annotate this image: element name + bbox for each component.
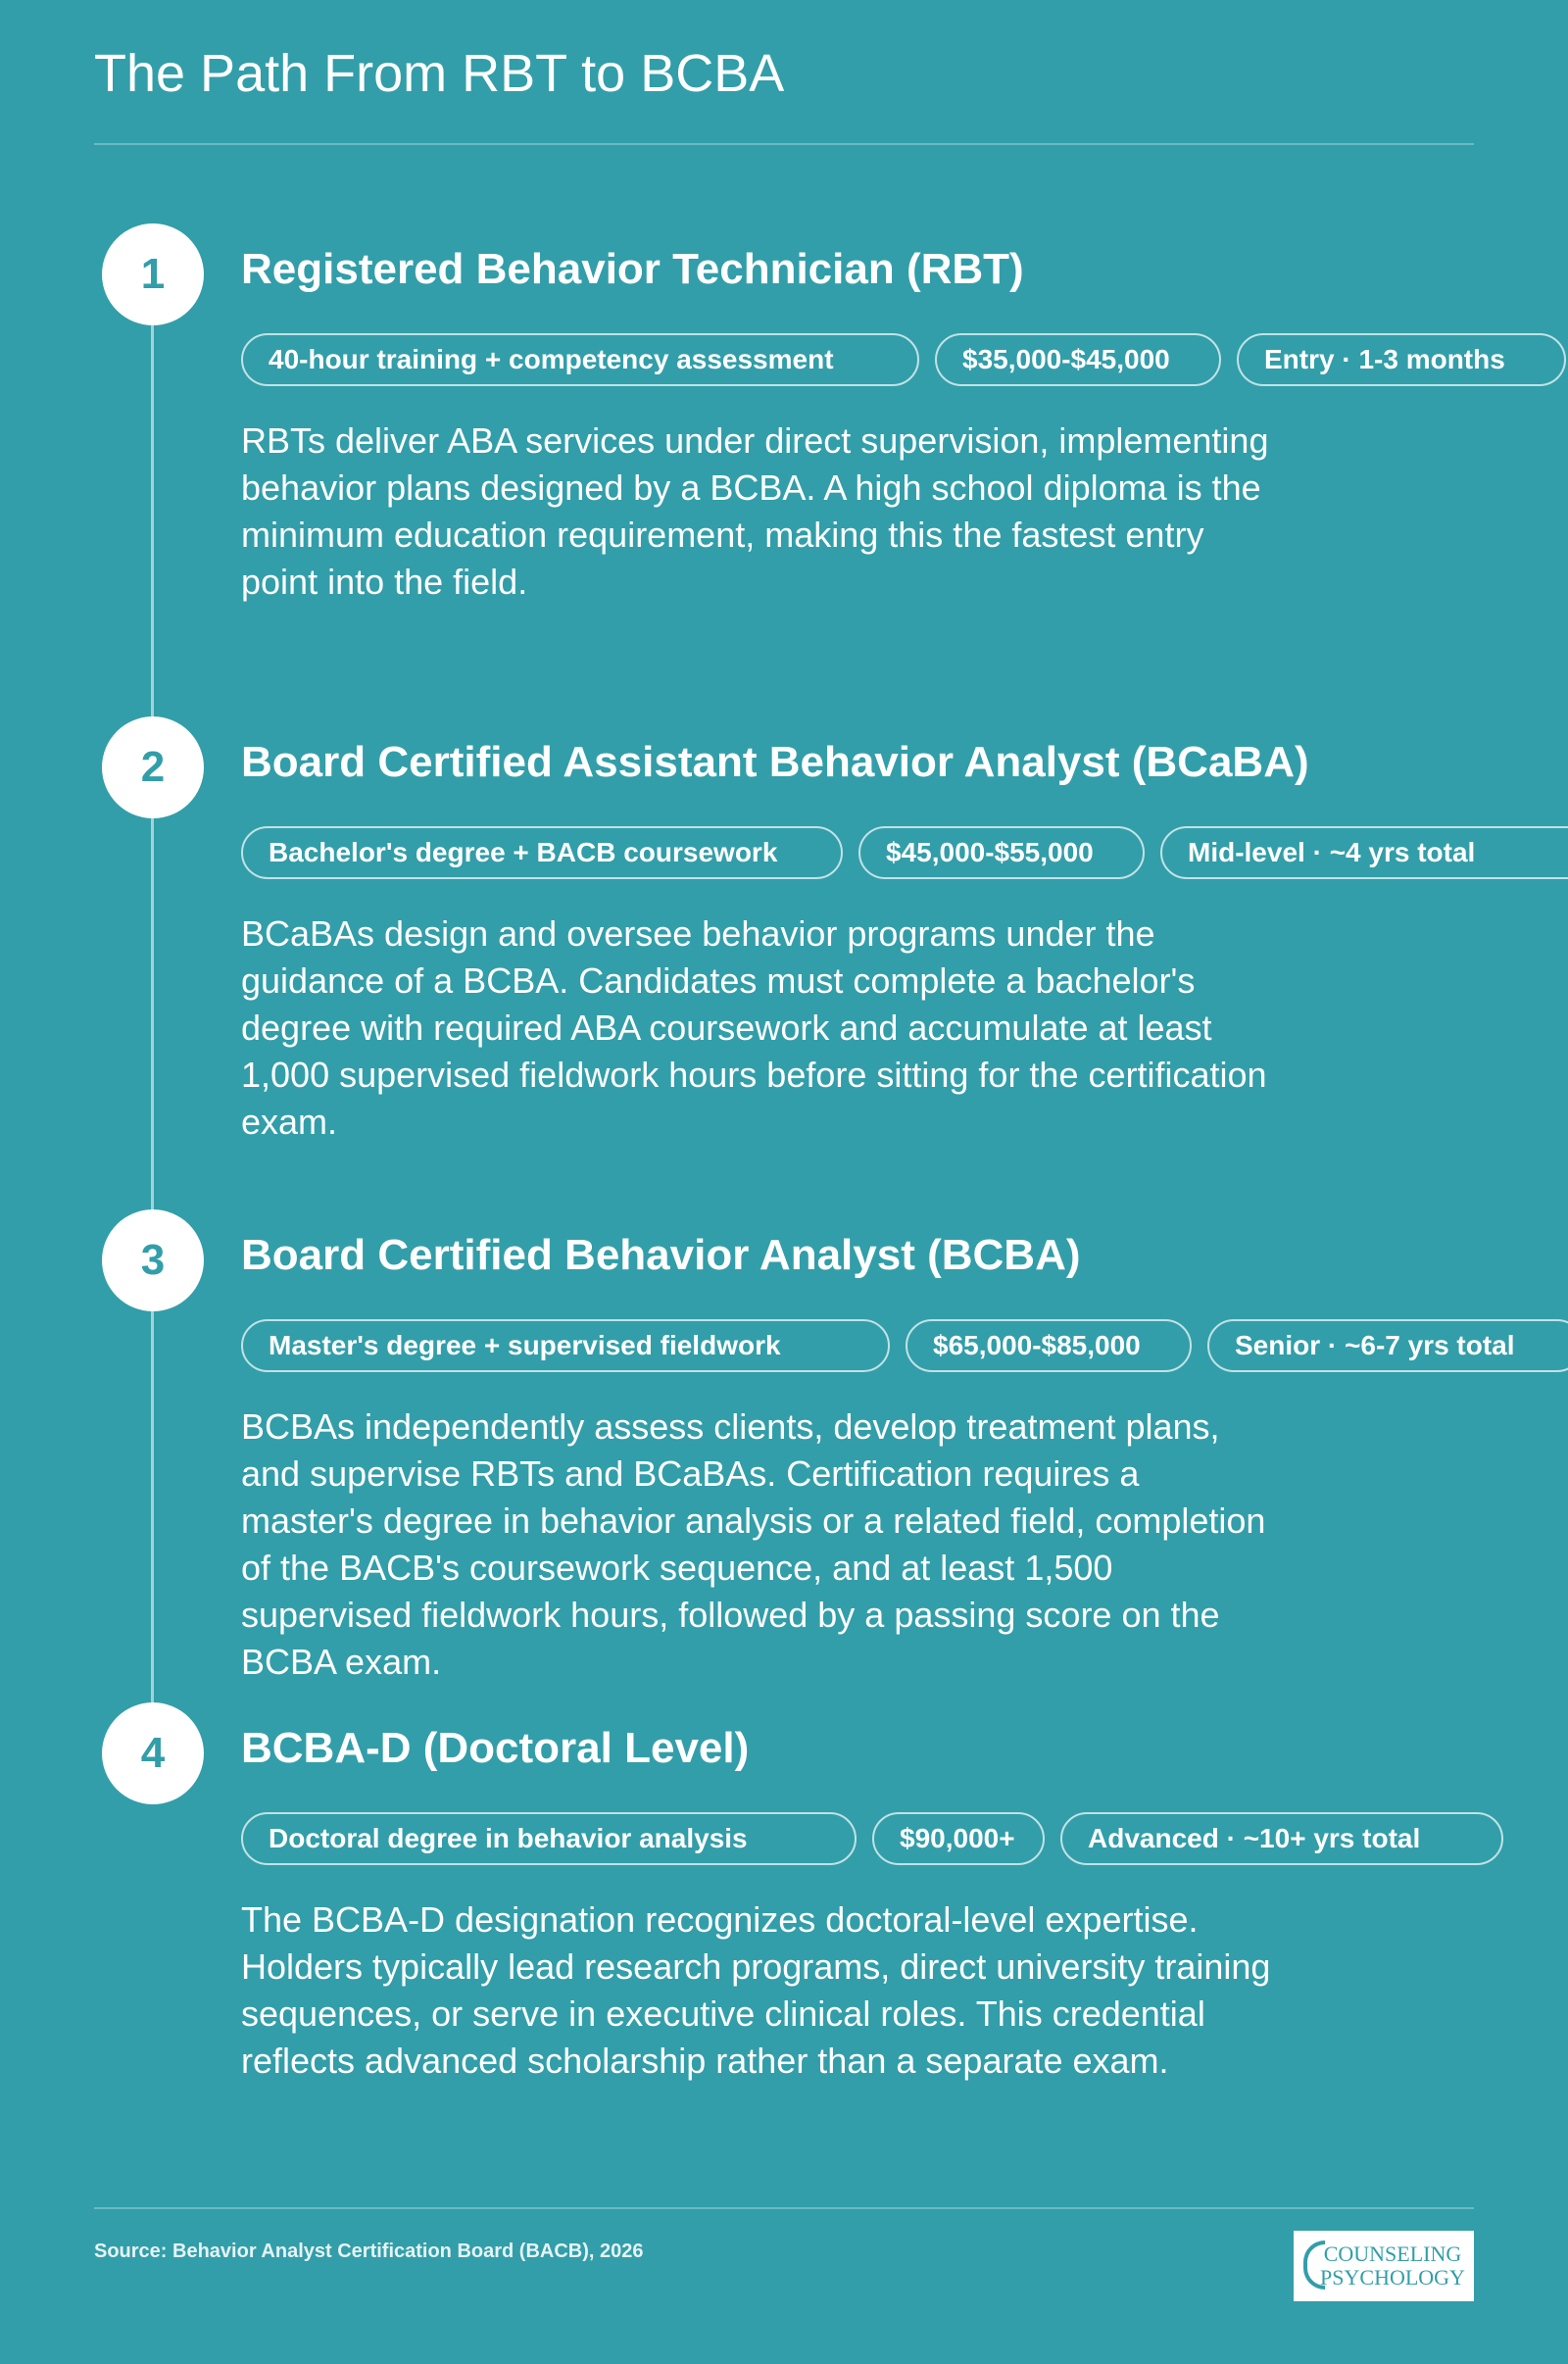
salary-pill: $35,000-$45,000: [935, 333, 1221, 386]
level-pill: Senior · ~6-7 yrs total: [1207, 1319, 1568, 1372]
requirement-pill: 40-hour training + competency assessment: [241, 333, 919, 386]
step-description: RBTs deliver ABA services under direct supervision, implementing behavior plans designed by a BCBA. A high school diploma is the minimum education requirement, making this the fastest entry point into the field.: [241, 420, 1269, 602]
requirement-pill: Master's degree + supervised fieldwork: [241, 1319, 890, 1372]
salary-pill: $65,000-$85,000: [906, 1319, 1192, 1372]
step-title: BCBA-D (Doctoral Level): [241, 1724, 750, 1772]
step-title: Board Certified Behavior Analyst (BCBA): [241, 1231, 1081, 1279]
source-note: Source: Behavior Analyst Certification Board (BACB), 2026: [94, 2241, 644, 2262]
step-title: Registered Behavior Technician (RBT): [241, 245, 1024, 293]
step-description: The BCBA-D designation recognizes doctoral-level expertise. Holders typically lead research programs, direct university training sequences, or serve in executive clinical roles. This credential reflects advanced scholarship rather than a separate exam.: [241, 1899, 1271, 2081]
header-divider: [94, 143, 1474, 145]
step-title: Board Certified Assistant Behavior Analyst (BCaBA): [241, 738, 1309, 786]
counseling-psychology-logo: [1294, 2231, 1474, 2301]
step-number-circle: 2: [102, 716, 204, 818]
salary-pill: $90,000+: [872, 1812, 1045, 1865]
logo-text: [1302, 2242, 1465, 2290]
requirement-pill: Bachelor's degree + BACB coursework: [241, 826, 843, 879]
step-pills: [241, 1812, 1503, 1865]
step-pills: [241, 826, 1568, 879]
step-description: BCBAs independently assess clients, develop treatment plans, and supervise RBTs and BCaBAs. Certification requires a master's degree in behavior analysis or a related field, completion of the BACB's coursework sequence, and at least 1,500 supervised fieldwork hours, followed by a passing score on the BCBA exam.: [241, 1406, 1266, 1682]
requirement-pill: Doctoral degree in behavior analysis: [241, 1812, 857, 1865]
step-number-circle: 3: [102, 1209, 204, 1311]
salary-pill: $45,000-$55,000: [858, 826, 1145, 879]
timeline-line: [151, 274, 154, 1745]
footer-divider: [94, 2207, 1474, 2209]
level-pill: Entry · 1-3 months: [1237, 333, 1566, 386]
step-number-circle: 4: [102, 1702, 204, 1804]
page-title: The Path From RBT to BCBA: [94, 44, 785, 103]
step-number-circle: 1: [102, 223, 204, 325]
step-description: BCaBAs design and oversee behavior programs under the guidance of a BCBA. Candidates must complete a bachelor's degree with required ABA coursework and accumulate at least 1,000 supervised fieldwork hours before sitting for the certification exam.: [241, 913, 1267, 1142]
level-pill: Advanced · ~10+ yrs total: [1060, 1812, 1503, 1865]
level-pill: Mid-level · ~4 yrs total: [1160, 826, 1568, 879]
logo-line-2: PSYCHOLOGY: [1320, 2265, 1465, 2290]
step-pills: [241, 1319, 1568, 1372]
logo-line-1: COUNSELING: [1323, 2241, 1462, 2266]
step-pills: [241, 333, 1566, 386]
